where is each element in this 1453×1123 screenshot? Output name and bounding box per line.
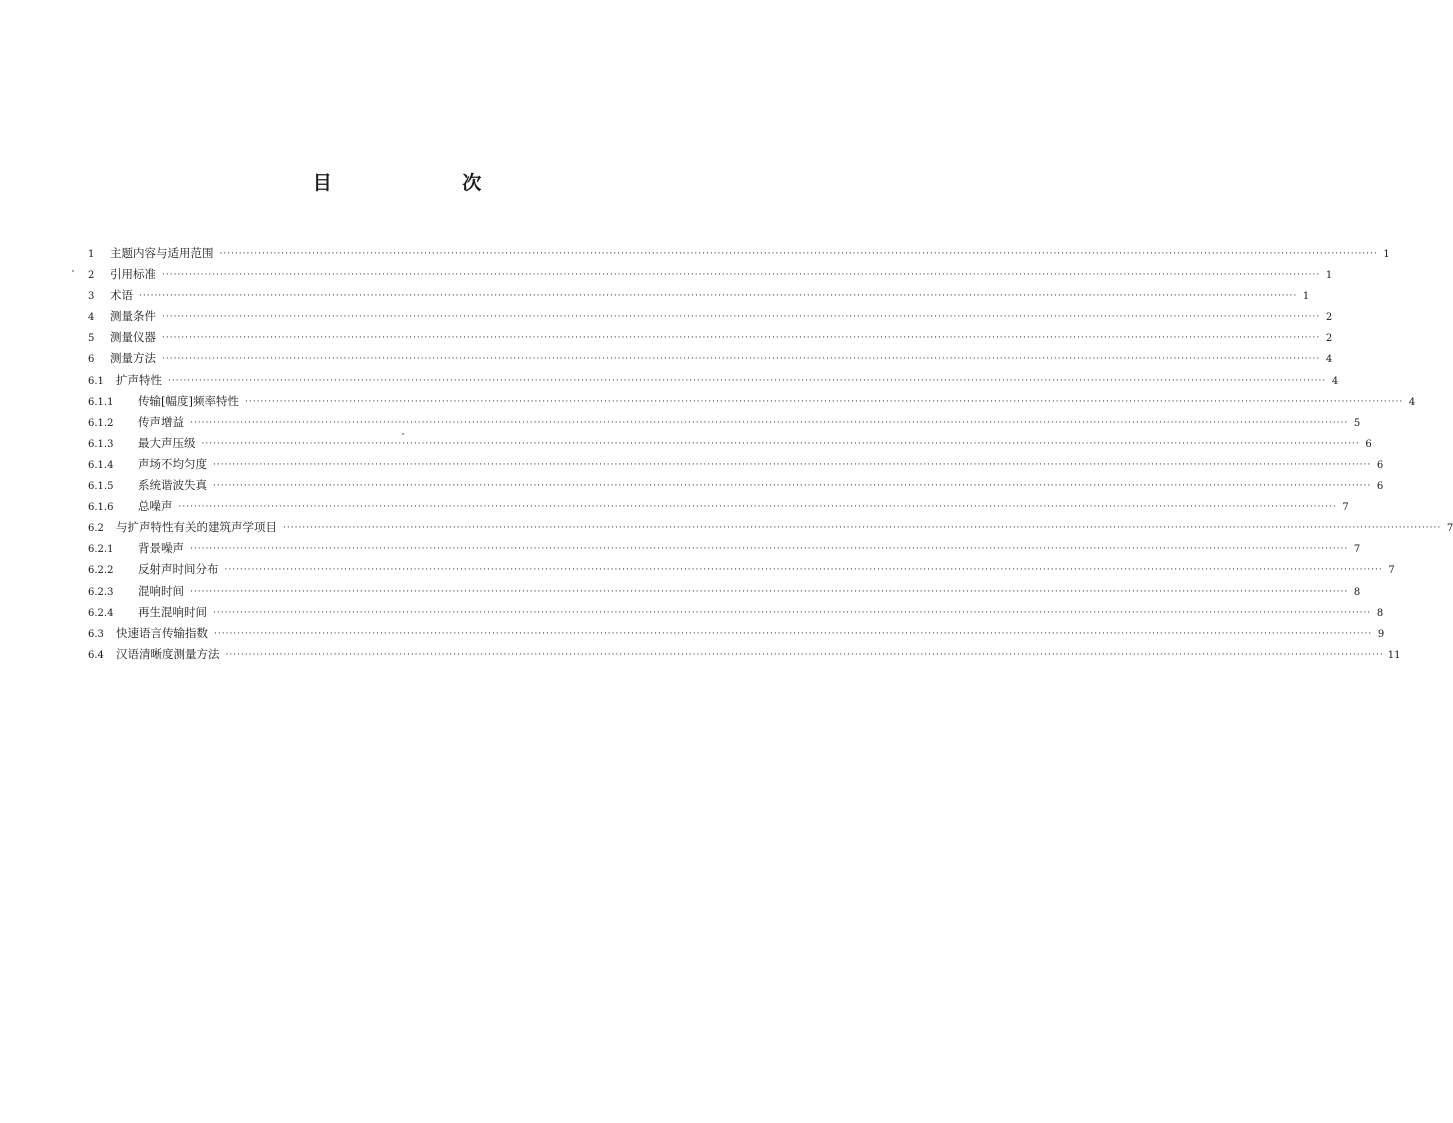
toc-dot-leader: ············································································································································································································································································································ xyxy=(139,291,1298,302)
toc-entry-number: 6.1.6 xyxy=(88,502,114,514)
toc-entry[interactable] xyxy=(88,348,1333,369)
toc-dot-leader: ············································································································································································································································································································ xyxy=(213,481,1372,492)
toc-dot-leader: ············································································································································································································································································································ xyxy=(162,312,1321,323)
toc-entry-number: 6.1 xyxy=(88,375,104,387)
toc-dot-leader: ············································································································································································································································································································ xyxy=(213,459,1372,470)
toc-entry-page: 4 xyxy=(1408,396,1416,408)
toc-entry-number: 6.1.4 xyxy=(88,459,114,471)
toc-dot-leader: ············································································································································································································································································································ xyxy=(178,502,1337,513)
toc-entry-number: 3 xyxy=(88,291,95,303)
toc-entry-page: 6 xyxy=(1376,481,1384,493)
toc-entry-label: 再生混响时间 xyxy=(138,604,207,619)
toc-entry[interactable] xyxy=(88,644,1401,665)
toc-entry-label: 术语 xyxy=(110,288,133,303)
toc-entry-label: 反射声时间分布 xyxy=(138,562,219,577)
toc-entry-label: 传输[幅度]频率特性 xyxy=(138,393,239,408)
toc-entry-label: 主题内容与适用范围 xyxy=(110,246,214,260)
toc-entry-page: 4 xyxy=(1331,375,1339,387)
toc-entry-page: 1 xyxy=(1383,249,1390,260)
toc-entry-number: 5 xyxy=(88,333,95,345)
toc-entry-number: 6.2 xyxy=(88,523,104,535)
scan-speck xyxy=(402,433,404,435)
toc-dot-leader: ············································································································································································································································································································ xyxy=(162,333,1321,344)
toc-entry-number: 6.2.2 xyxy=(88,565,114,577)
toc-entry-number: 6.1.3 xyxy=(88,438,114,450)
toc-entry[interactable] xyxy=(88,581,1361,602)
toc-dot-leader: ············································································································································································································································································································ xyxy=(190,586,1349,597)
toc-entry-page: 6 xyxy=(1376,459,1384,471)
toc-entry-number: 1 xyxy=(88,249,95,260)
toc-entry[interactable] xyxy=(88,264,1333,285)
toc-entry-label: 与扩声特性有关的建筑声学项目 xyxy=(116,520,277,535)
toc-entry-number: 2 xyxy=(88,270,95,282)
toc-entry-label: 最大声压级 xyxy=(138,435,196,450)
toc-entry[interactable] xyxy=(88,370,1339,391)
toc-entry-page: 1 xyxy=(1325,270,1333,282)
toc-dot-leader: ············································································································································································································································································································ xyxy=(244,396,1404,407)
toc-entry-number: 6.2.3 xyxy=(88,586,114,598)
toc-entry-page: 1 xyxy=(1302,291,1310,303)
toc-entry-number: 4 xyxy=(88,312,95,324)
toc-entry[interactable] xyxy=(88,559,1395,580)
toc-entry-label: 混响时间 xyxy=(138,583,184,598)
toc-entry[interactable] xyxy=(88,517,1453,538)
toc-entry[interactable] xyxy=(88,306,1333,327)
toc-entry-number: 6.1.1 xyxy=(88,396,114,408)
toc-entry[interactable] xyxy=(88,243,1390,264)
toc-entry[interactable] xyxy=(88,623,1385,644)
toc-entry-page: 2 xyxy=(1325,333,1333,345)
toc-entry[interactable] xyxy=(88,496,1349,517)
toc-entry-page: 7 xyxy=(1446,523,1453,535)
toc-entry-label: 系统谐波失真 xyxy=(138,478,207,493)
toc-entry-number: 6.1.2 xyxy=(88,417,114,429)
toc-entry-page: 9 xyxy=(1377,628,1385,640)
toc-entry-label: 声场不均匀度 xyxy=(138,456,207,471)
toc-dot-leader: ············································································································································································································································································································ xyxy=(190,417,1349,428)
toc-entry[interactable] xyxy=(88,285,1310,306)
toc-entry-page: 8 xyxy=(1353,586,1361,598)
toc-entry-page: 11 xyxy=(1387,649,1401,661)
toc-entry-page: 7 xyxy=(1388,565,1395,577)
toc-entry-number: 6 xyxy=(88,354,95,366)
toc-entry-page: 2 xyxy=(1325,312,1333,324)
toc-entry-number: 6.2.1 xyxy=(88,544,114,556)
toc-dot-leader: ············································································································································································································································································································ xyxy=(225,649,1384,660)
scan-speck xyxy=(72,270,74,272)
toc-entry-label: 快速语言传输指数 xyxy=(116,625,208,640)
toc-entry-page: 7 xyxy=(1342,502,1349,514)
toc-entry-label: 汉语清晰度测量方法 xyxy=(116,646,220,661)
toc-entry-number: 6.1.5 xyxy=(88,481,114,493)
toc-dot-leader: ············································································································································································································································································································ xyxy=(190,544,1349,555)
page-title: 目 次 xyxy=(312,172,544,194)
toc-entry[interactable] xyxy=(88,538,1361,559)
toc-dot-leader: ············································································································································································································································································································ xyxy=(201,438,1360,449)
toc-entry-page: 7 xyxy=(1353,544,1361,556)
toc-entry-label: 总噪声 xyxy=(138,499,173,514)
toc-entry-page: 4 xyxy=(1325,354,1333,366)
toc-dot-leader: ············································································································································································································································································································ xyxy=(224,565,1383,576)
toc-entry-label: 背景噪声 xyxy=(138,541,184,556)
toc-dot-leader: ············································································································································································································································································································ xyxy=(162,270,1321,281)
toc-entry-label: 引用标准 xyxy=(110,267,156,282)
toc-entry-page: 8 xyxy=(1376,607,1384,619)
table-of-contents xyxy=(88,243,1453,665)
toc-dot-leader: ············································································································································································································································································································ xyxy=(219,249,1378,259)
toc-entry-label: 测量仪器 xyxy=(110,330,156,345)
toc-entry[interactable] xyxy=(88,475,1384,496)
toc-entry[interactable] xyxy=(88,327,1333,348)
toc-entry[interactable] xyxy=(88,391,1416,412)
toc-entry[interactable] xyxy=(88,412,1361,433)
toc-entry-number: 6.3 xyxy=(88,628,104,640)
toc-dot-leader: ············································································································································································································································································································ xyxy=(283,523,1442,534)
toc-entry-page: 6 xyxy=(1365,438,1372,450)
toc-entry-label: 扩声特性 xyxy=(116,372,162,387)
toc-entry-page: 5 xyxy=(1353,417,1361,429)
toc-entry[interactable] xyxy=(88,454,1384,475)
toc-entry-label: 测量方法 xyxy=(110,351,156,366)
toc-entry-label: 测量条件 xyxy=(110,309,156,324)
toc-entry[interactable] xyxy=(88,433,1372,454)
toc-dot-leader: ············································································································································································································································································································ xyxy=(214,628,1373,639)
toc-entry-number: 6.2.4 xyxy=(88,607,114,619)
toc-dot-leader: ············································································································································································································································································································ xyxy=(213,607,1372,618)
toc-dot-leader: ············································································································································································································································································································ xyxy=(168,375,1327,386)
toc-dot-leader: ············································································································································································································································································································ xyxy=(162,354,1321,365)
toc-entry[interactable] xyxy=(88,602,1384,623)
toc-entry-label: 传声增益 xyxy=(138,414,184,429)
toc-entry-number: 6.4 xyxy=(88,649,104,661)
